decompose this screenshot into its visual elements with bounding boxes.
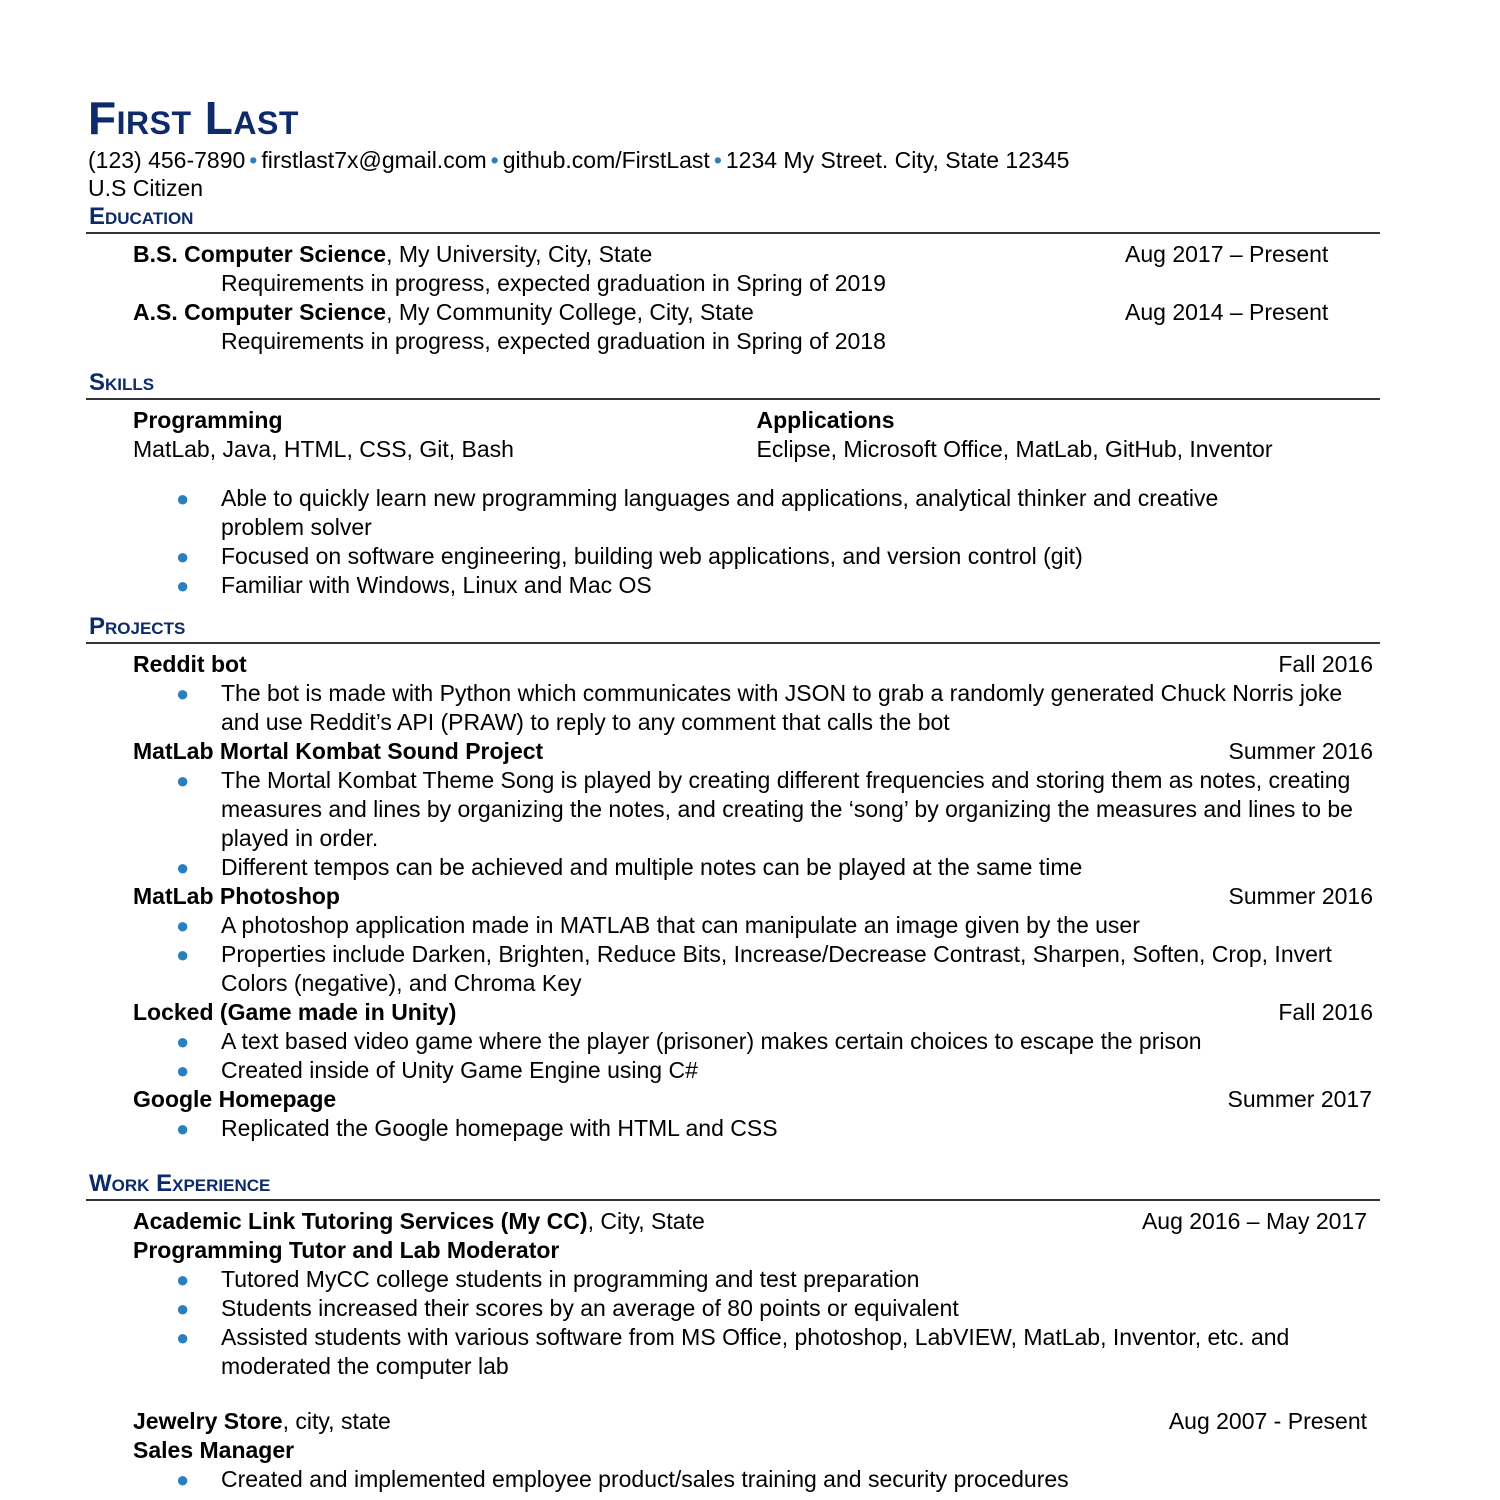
- school: , My University, City, State: [386, 241, 653, 267]
- degree: B.S. Computer Science: [133, 241, 387, 267]
- bullet-item: [88, 766, 1388, 853]
- date: Aug 2014 – Present: [1125, 299, 1329, 325]
- bullet-text: Students increased their scores by an average of 80 points or equivalent: [221, 1295, 959, 1321]
- degree: A.S. Computer Science: [133, 299, 387, 325]
- bullet-text: Replicated the Google homepage with HTML and CSS: [221, 1115, 778, 1141]
- separator-dot: •: [713, 147, 722, 173]
- bullet-icon: ●: [176, 1029, 190, 1054]
- bullet-text: Assisted students with various software from MS Office, photoshop, LabVIEW, MatLab, Inventor, etc. and moderated the computer lab: [221, 1324, 1290, 1379]
- bullet-item: [88, 911, 1378, 940]
- bullet-item: [88, 1056, 1388, 1085]
- section-divider: [86, 1199, 1380, 1201]
- project-name: MatLab Photoshop: [133, 883, 340, 909]
- education-note: Requirements in progress, expected graduation in Spring of 2018: [221, 328, 886, 354]
- project-entry: [88, 882, 1380, 998]
- bullet-item: [88, 484, 1298, 542]
- bullet-text: The bot is made with Python which communicates with JSON to grab a randomly generated Chuck Norris joke and use Reddit’s API (PRAW) to reply to any comment that calls the bot: [221, 680, 1343, 735]
- bullet-icon: ●: [176, 1058, 190, 1083]
- github: github.com/FirstLast: [502, 147, 710, 173]
- bullet-icon: ●: [176, 486, 190, 511]
- bullet-icon: ●: [176, 681, 190, 706]
- education-entry: [88, 240, 1380, 298]
- location: , City, State: [587, 1208, 705, 1234]
- bullet-text: Familiar with Windows, Linux and Mac OS: [221, 572, 652, 598]
- bullet-item: [88, 679, 1388, 737]
- bullet-item: [88, 1114, 1388, 1143]
- education-entry: [88, 298, 1380, 356]
- date: Aug 2007 - Present: [1168, 1408, 1367, 1434]
- section-heading-skills: Skills: [89, 369, 155, 396]
- phone: (123) 456-7890: [88, 147, 246, 173]
- date: Aug 2017 – Present: [1125, 241, 1329, 267]
- bullet-icon: ●: [176, 1267, 190, 1292]
- location: , city, state: [282, 1408, 391, 1434]
- bullet-icon: ●: [176, 1467, 190, 1492]
- skills-label: Applications: [756, 407, 895, 433]
- contact-line: [88, 146, 1380, 174]
- section-divider: [86, 232, 1380, 234]
- bullet-text: A photoshop application made in MATLAB that can manipulate an image given by the user: [221, 912, 1140, 938]
- candidate-name: First Last: [88, 92, 299, 144]
- bullet-icon: ●: [176, 768, 190, 793]
- bullet-icon: ●: [176, 544, 190, 569]
- skills-columns: [88, 406, 1380, 464]
- bullet-item: [88, 1465, 1388, 1494]
- bullet-text: Created and implemented employee product/sales training and security procedures: [221, 1466, 1069, 1492]
- date: Fall 2016: [1278, 651, 1373, 677]
- skills-list: MatLab, Java, HTML, CSS, Git, Bash: [133, 436, 514, 462]
- bullet-text: Focused on software engineering, building web applications, and version control (git): [221, 543, 1083, 569]
- bullet-text: Different tempos can be achieved and multiple notes can be played at the same time: [221, 854, 1083, 880]
- date: Fall 2016: [1278, 999, 1373, 1025]
- skills-list: Eclipse, Microsoft Office, MatLab, GitHub, Inventor: [756, 436, 1273, 462]
- skills-label: Programming: [133, 407, 283, 433]
- job-title: Sales Manager: [133, 1437, 295, 1463]
- project-entry: [88, 1085, 1380, 1143]
- project-entry: [88, 998, 1380, 1085]
- bullet-item: [88, 940, 1378, 998]
- bullet-text: The Mortal Kombat Theme Song is played by creating different frequencies and storing them as notes, creating measures and lines by organizing the notes, and creating the ‘song’ by organizing the measures and lines to be played in order.: [221, 767, 1353, 851]
- bullet-icon: ●: [176, 573, 190, 598]
- email: firstlast7x@gmail.com: [261, 147, 487, 173]
- section-divider: [86, 642, 1380, 644]
- bullet-item: [88, 542, 1298, 571]
- date: Summer 2016: [1228, 738, 1373, 764]
- date: Aug 2016 – May 2017: [1141, 1208, 1367, 1234]
- section-heading-education: Education: [89, 203, 194, 230]
- section-heading-work-experience: Work Experience: [89, 1170, 271, 1197]
- citizenship: U.S Citizen: [88, 175, 204, 201]
- resume: [88, 94, 1380, 1494]
- bullet-item: [88, 1323, 1388, 1381]
- bullet-item: [88, 1265, 1388, 1294]
- job-title: Programming Tutor and Lab Moderator: [133, 1237, 560, 1263]
- education-note: Requirements in progress, expected graduation in Spring of 2019: [221, 270, 886, 296]
- work-entry: [88, 1207, 1380, 1381]
- bullet-text: A text based video game where the player (prisoner) makes certain choices to escape the prison: [221, 1028, 1202, 1054]
- separator-dot: •: [490, 147, 499, 173]
- project-name: Reddit bot: [133, 651, 247, 677]
- section-heading-projects: Projects: [89, 613, 186, 640]
- bullet-icon: ●: [176, 1296, 190, 1321]
- bullet-text: Created inside of Unity Game Engine using C#: [221, 1057, 698, 1083]
- employer: Academic Link Tutoring Services (My CC): [133, 1208, 588, 1234]
- bullet-icon: ●: [176, 913, 190, 938]
- separator-dot: •: [249, 147, 258, 173]
- bullet-text: Tutored MyCC college students in programming and test preparation: [221, 1266, 920, 1292]
- project-name: MatLab Mortal Kombat Sound Project: [133, 738, 544, 764]
- skills-bullets: [88, 484, 1298, 600]
- address: 1234 My Street. City, State 12345: [725, 147, 1070, 173]
- bullet-item: [88, 1027, 1388, 1056]
- bullet-icon: ●: [176, 1325, 190, 1350]
- bullet-icon: ●: [176, 855, 190, 880]
- project-name: Google Homepage: [133, 1086, 337, 1112]
- bullet-item: [88, 571, 1298, 600]
- employer: Jewelry Store: [133, 1408, 283, 1434]
- project-entry: [88, 650, 1380, 737]
- bullet-item: [88, 1294, 1388, 1323]
- bullet-icon: ●: [176, 1116, 190, 1141]
- bullet-item: [88, 853, 1388, 882]
- bullet-text: Able to quickly learn new programming languages and applications, analytical thinker and creative problem solver: [221, 485, 1219, 540]
- date: Summer 2016: [1228, 883, 1373, 909]
- section-divider: [86, 398, 1380, 400]
- work-entry: [88, 1407, 1380, 1494]
- project-name: Locked (Game made in Unity): [133, 999, 457, 1025]
- school: , My Community College, City, State: [386, 299, 754, 325]
- date: Summer 2017: [1227, 1086, 1372, 1112]
- project-entry: [88, 737, 1380, 882]
- bullet-text: Properties include Darken, Brighten, Reduce Bits, Increase/Decrease Contrast, Sharpen, Soften, Crop, Invert Colors (negative), and Chroma Key: [221, 941, 1332, 996]
- bullet-icon: ●: [176, 942, 190, 967]
